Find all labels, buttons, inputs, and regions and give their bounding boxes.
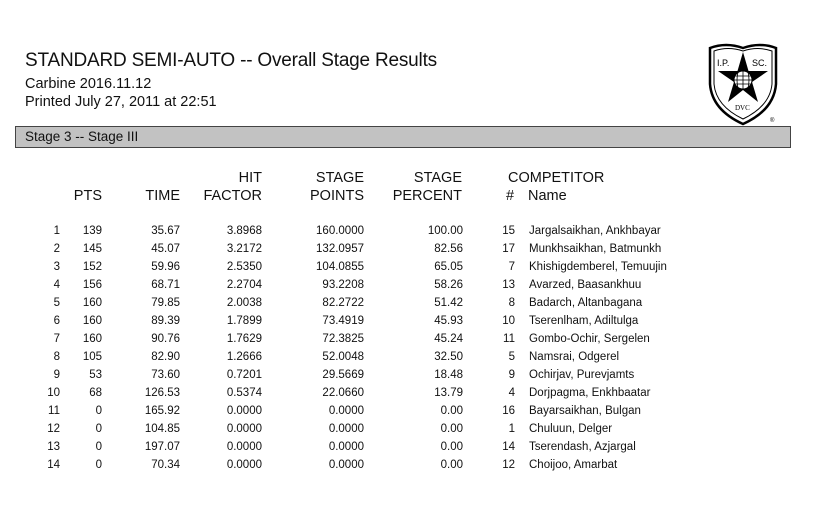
place-cell: 1 (53, 225, 60, 237)
stage-percent-cell: 0.00 (440, 459, 463, 471)
logo-left-text: I.P. (717, 58, 730, 68)
competitor-number-cell: 9 (508, 369, 515, 381)
time-cell: 70.34 (151, 459, 180, 471)
hit-factor-cell: 0.0000 (226, 405, 262, 417)
time-cell: 90.76 (151, 333, 180, 345)
competitor-number-cell: 7 (508, 261, 515, 273)
pts-cell: 160 (82, 315, 102, 327)
time-cell: 165.92 (144, 405, 180, 417)
place-cell: 5 (53, 297, 60, 309)
stage-points-cell: 82.2722 (322, 297, 364, 309)
pts-cell: 160 (82, 297, 102, 309)
table-row (0, 459, 816, 477)
pts-cell: 0 (95, 423, 102, 435)
pts-cell: 152 (82, 261, 102, 273)
place-cell: 11 (48, 405, 60, 417)
hit-factor-cell: 3.8968 (226, 225, 262, 237)
pts-cell: 0 (95, 405, 102, 417)
time-cell: 104.85 (144, 423, 180, 435)
competitor-number-cell: 16 (502, 405, 515, 417)
table-row (0, 261, 816, 279)
col-stage-points-bottom: POINTS (310, 188, 364, 204)
stage-label: Stage 3 -- Stage III (25, 129, 139, 144)
stage-percent-cell: 65.05 (434, 261, 463, 273)
stage-percent-cell: 18.48 (434, 369, 463, 381)
stage-points-cell: 29.5669 (322, 369, 364, 381)
competitor-number-cell: 5 (508, 351, 515, 363)
stage-points-cell: 0.0000 (328, 405, 364, 417)
col-name: Name (528, 188, 567, 204)
table-row (0, 279, 816, 297)
place-cell: 2 (53, 243, 60, 255)
stage-points-cell: 0.0000 (328, 441, 364, 453)
stage-points-cell: 0.0000 (328, 459, 364, 471)
stage-percent-cell: 58.26 (434, 279, 463, 291)
stage-percent-cell: 0.00 (440, 423, 463, 435)
competitor-name-cell: Tserenlham, Adiltulga (529, 315, 639, 327)
col-hf-top: HIT (238, 170, 262, 186)
hit-factor-cell: 0.0000 (226, 441, 262, 453)
place-cell: 3 (53, 261, 60, 273)
ipsc-logo-icon (706, 42, 780, 126)
time-cell: 35.67 (151, 225, 180, 237)
report-title: STANDARD SEMI-AUTO -- Overall Stage Results (25, 50, 437, 71)
pts-cell: 160 (82, 333, 102, 345)
hit-factor-cell: 2.0038 (226, 297, 262, 309)
col-time: TIME (145, 188, 180, 204)
stage-percent-cell: 45.24 (434, 333, 463, 345)
time-cell: 82.90 (151, 351, 180, 363)
stage-points-cell: 132.0957 (316, 243, 364, 255)
stage-points-cell: 160.0000 (316, 225, 364, 237)
place-cell: 10 (47, 387, 60, 399)
table-row (0, 441, 816, 459)
hit-factor-cell: 0.7201 (226, 369, 262, 381)
stage-percent-cell: 45.93 (434, 315, 463, 327)
stage-points-cell: 22.0660 (322, 387, 364, 399)
table-row (0, 333, 816, 351)
col-hf-bottom: FACTOR (203, 188, 262, 204)
col-stage-percent-bottom: PERCENT (392, 188, 462, 204)
hit-factor-cell: 1.2666 (226, 351, 262, 363)
stage-points-cell: 93.2208 (322, 279, 364, 291)
stage-percent-cell: 0.00 (440, 441, 463, 453)
competitor-name-cell: Munkhsaikhan, Batmunkh (529, 243, 662, 255)
competitor-number-cell: 10 (502, 315, 515, 327)
stage-points-cell: 0.0000 (328, 423, 364, 435)
table-row (0, 243, 816, 261)
competitor-name-cell: Chuluun, Delger (529, 423, 613, 435)
hit-factor-cell: 0.0000 (226, 459, 262, 471)
competitor-name-cell: Gombo-Ochir, Sergelen (529, 333, 650, 345)
competitor-number-cell: 1 (508, 423, 515, 435)
pts-cell: 0 (95, 459, 102, 471)
time-cell: 73.60 (151, 369, 180, 381)
stage-percent-cell: 51.42 (434, 297, 463, 309)
match-name: Carbine 2016.11.12 (25, 76, 152, 92)
table-row (0, 423, 816, 441)
time-cell: 68.71 (151, 279, 180, 291)
logo-right-text: SC. (752, 58, 768, 68)
place-cell: 12 (47, 423, 60, 435)
competitor-number-cell: 8 (508, 297, 515, 309)
place-cell: 9 (53, 369, 60, 381)
competitor-number-cell: 13 (502, 279, 515, 291)
hit-factor-cell: 3.2172 (226, 243, 262, 255)
table-row (0, 351, 816, 369)
pts-cell: 145 (82, 243, 102, 255)
stage-points-cell: 52.0048 (322, 351, 364, 363)
place-cell: 8 (53, 351, 60, 363)
competitor-name-cell: Namsrai, Odgerel (529, 351, 620, 363)
table-row (0, 387, 816, 405)
col-stage-percent-top: STAGE (413, 170, 462, 186)
table-row (0, 405, 816, 423)
stage-percent-cell: 13.79 (434, 387, 463, 399)
competitor-name-cell: Choijoo, Amarbat (529, 459, 618, 471)
printed-date: Printed July 27, 2011 at 22:51 (25, 94, 217, 110)
hit-factor-cell: 2.2704 (226, 279, 262, 291)
place-cell: 4 (53, 279, 60, 291)
stage-points-cell: 104.0855 (316, 261, 364, 273)
time-cell: 45.07 (151, 243, 180, 255)
stage-points-cell: 72.3825 (322, 333, 364, 345)
time-cell: 79.85 (151, 297, 180, 309)
competitor-name-cell: Khishigdemberel, Temuujin (529, 261, 667, 273)
pts-cell: 53 (89, 369, 102, 381)
pts-cell: 139 (82, 225, 102, 237)
time-cell: 126.53 (144, 387, 180, 399)
competitor-name-cell: Dorjpagma, Enkhbaatar (529, 387, 651, 399)
stage-percent-cell: 100.00 (427, 225, 463, 237)
table-row (0, 297, 816, 315)
place-cell: 14 (47, 459, 60, 471)
pts-cell: 105 (82, 351, 102, 363)
pts-cell: 0 (95, 441, 102, 453)
logo-bottom-text: DVC (735, 104, 750, 112)
competitor-number-cell: 12 (502, 459, 515, 471)
hit-factor-cell: 0.0000 (226, 423, 262, 435)
stage-percent-cell: 32.50 (434, 351, 463, 363)
table-row (0, 315, 816, 333)
competitor-name-cell: Jargalsaikhan, Ankhbayar (529, 225, 661, 237)
table-row (0, 225, 816, 243)
competitor-name-cell: Avarzed, Baasankhuu (529, 279, 642, 291)
logo-registered-mark: ® (770, 118, 775, 124)
pts-cell: 156 (82, 279, 102, 291)
place-cell: 13 (47, 441, 60, 453)
col-stage-points-top: STAGE (315, 170, 364, 186)
competitor-name-cell: Badarch, Altanbagana (529, 297, 643, 309)
competitor-name-cell: Bayarsaikhan, Bulgan (529, 405, 641, 417)
competitor-number-cell: 4 (508, 387, 515, 399)
competitor-number-cell: 17 (502, 243, 515, 255)
time-cell: 197.07 (144, 441, 180, 453)
stage-header-bar (15, 126, 791, 148)
competitor-name-cell: Ochirjav, Purevjamts (529, 369, 635, 381)
place-cell: 7 (53, 333, 60, 345)
pts-cell: 68 (89, 387, 102, 399)
time-cell: 59.96 (151, 261, 180, 273)
competitor-number-cell: 15 (502, 225, 515, 237)
hit-factor-cell: 0.5374 (226, 387, 262, 399)
hit-factor-cell: 1.7899 (226, 315, 262, 327)
hit-factor-cell: 2.5350 (226, 261, 262, 273)
time-cell: 89.39 (151, 315, 180, 327)
col-pts: PTS (73, 188, 102, 204)
hit-factor-cell: 1.7629 (226, 333, 262, 345)
col-competitor: COMPETITOR (508, 170, 605, 186)
col-number: # (506, 188, 515, 204)
place-cell: 6 (53, 315, 60, 327)
stage-percent-cell: 82.56 (434, 243, 463, 255)
competitor-number-cell: 11 (503, 333, 515, 345)
stage-points-cell: 73.4919 (322, 315, 364, 327)
stage-percent-cell: 0.00 (440, 405, 463, 417)
table-row (0, 369, 816, 387)
competitor-name-cell: Tserendash, Azjargal (529, 441, 636, 453)
competitor-number-cell: 14 (502, 441, 515, 453)
